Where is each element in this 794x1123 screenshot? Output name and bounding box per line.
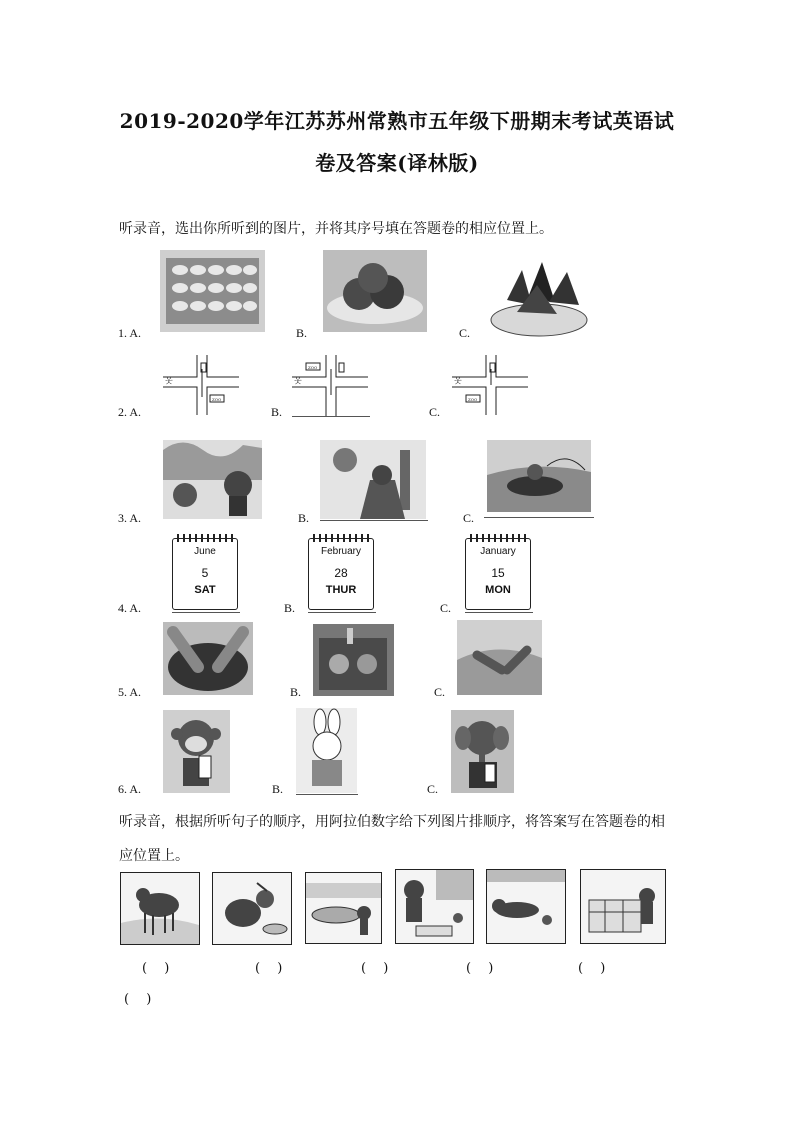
story-frame-5 bbox=[486, 869, 566, 944]
q6-label-a: 6. A. bbox=[118, 782, 142, 796]
calendar-b bbox=[308, 538, 374, 610]
svg-text:웃: 웃 bbox=[165, 376, 173, 385]
calendar-c-month: January bbox=[480, 546, 516, 557]
q3-label-c: C. bbox=[463, 511, 475, 525]
q6-label-b: B. bbox=[272, 782, 284, 796]
map-c bbox=[452, 355, 528, 415]
q2-label-c: C. bbox=[429, 405, 441, 419]
q4-label-a: 4. A. bbox=[118, 601, 142, 615]
calendar-b-day: 28 bbox=[334, 566, 348, 580]
section1-instruction: 听录音，选出你所听到的图片，并将其序号填在答题卷的相应位置上。 bbox=[119, 221, 553, 237]
q5-label-c: C. bbox=[434, 685, 446, 699]
calendar-c-day: 15 bbox=[491, 566, 505, 580]
calendar-b-month: February bbox=[320, 546, 361, 557]
cartoon-c bbox=[487, 440, 591, 512]
svg-text:웃: 웃 bbox=[454, 376, 462, 385]
story-frame-1 bbox=[120, 872, 200, 945]
calendar-a-month: June bbox=[194, 546, 216, 557]
q1-label-b: B. bbox=[296, 326, 308, 340]
rice-dumplings-photo bbox=[487, 250, 590, 340]
hands-washing-photo bbox=[163, 622, 253, 695]
q5-label-b: B. bbox=[290, 685, 302, 699]
calendar-a-day: 5 bbox=[201, 566, 209, 580]
calendar-c bbox=[465, 538, 531, 610]
story-frame-2 bbox=[212, 872, 292, 945]
q4-label-c: C. bbox=[440, 601, 452, 615]
answer-blank-6[interactable]: ( ) bbox=[124, 992, 152, 1007]
cartoon-b bbox=[320, 440, 426, 519]
calendar-b-weekday: THUR bbox=[325, 584, 357, 596]
map-b bbox=[292, 355, 368, 417]
svg-text:웃: 웃 bbox=[294, 376, 302, 385]
q4-label-b: B. bbox=[284, 601, 296, 615]
map-a-zoo-sign: ZOO bbox=[212, 397, 222, 402]
calendar-c-weekday: MON bbox=[485, 584, 511, 596]
answer-blank-3[interactable]: ( ) bbox=[361, 961, 389, 976]
cartoon-a bbox=[163, 440, 262, 519]
rabbit-cartoon bbox=[296, 708, 357, 793]
calendar-a bbox=[172, 538, 238, 610]
map-a bbox=[163, 355, 239, 415]
q1-label-a: 1. A. bbox=[118, 326, 142, 340]
map-c-zoo-sign: ZOO bbox=[468, 397, 478, 402]
story-frame-4 bbox=[395, 869, 474, 944]
monkey-cartoon bbox=[163, 710, 230, 793]
elephant-cartoon bbox=[451, 710, 514, 793]
document-title-line-1: 2019-2020学年江苏苏州常熟市五年级下册期末考试英语试 bbox=[119, 109, 675, 133]
q3-label-a: 3. A. bbox=[118, 511, 142, 525]
answer-blank-1[interactable]: ( ) bbox=[142, 961, 170, 976]
answer-blank-5[interactable]: ( ) bbox=[578, 961, 606, 976]
q6-label-c: C. bbox=[427, 782, 439, 796]
q1-label-c: C. bbox=[459, 326, 471, 340]
answer-blank-2[interactable]: ( ) bbox=[255, 961, 283, 976]
q2-label-a: 2. A. bbox=[118, 405, 142, 419]
story-frame-6 bbox=[580, 869, 666, 944]
q3-label-b: B. bbox=[298, 511, 310, 525]
dumplings-photo bbox=[160, 250, 265, 332]
mooncakes-photo bbox=[323, 250, 427, 332]
answer-blank-4[interactable]: ( ) bbox=[466, 961, 494, 976]
document-title-line-2: 卷及答案(译林版) bbox=[315, 151, 479, 175]
section2-instruction-line-1: 听录音，根据所听句子的顺序，用阿拉伯数字给下列图片排顺序，将答案写在答题卷的相 bbox=[119, 814, 665, 830]
q5-label-a: 5. A. bbox=[118, 685, 142, 699]
story-frame-3 bbox=[305, 872, 382, 944]
map-b-zoo-sign: ZOO bbox=[308, 365, 318, 370]
sink-photo bbox=[313, 624, 394, 696]
section2-instruction-line-2: 应位置上。 bbox=[119, 848, 189, 864]
washing-hands-photo bbox=[457, 620, 542, 695]
calendar-a-weekday: SAT bbox=[194, 584, 216, 596]
q2-label-b: B. bbox=[271, 405, 283, 419]
